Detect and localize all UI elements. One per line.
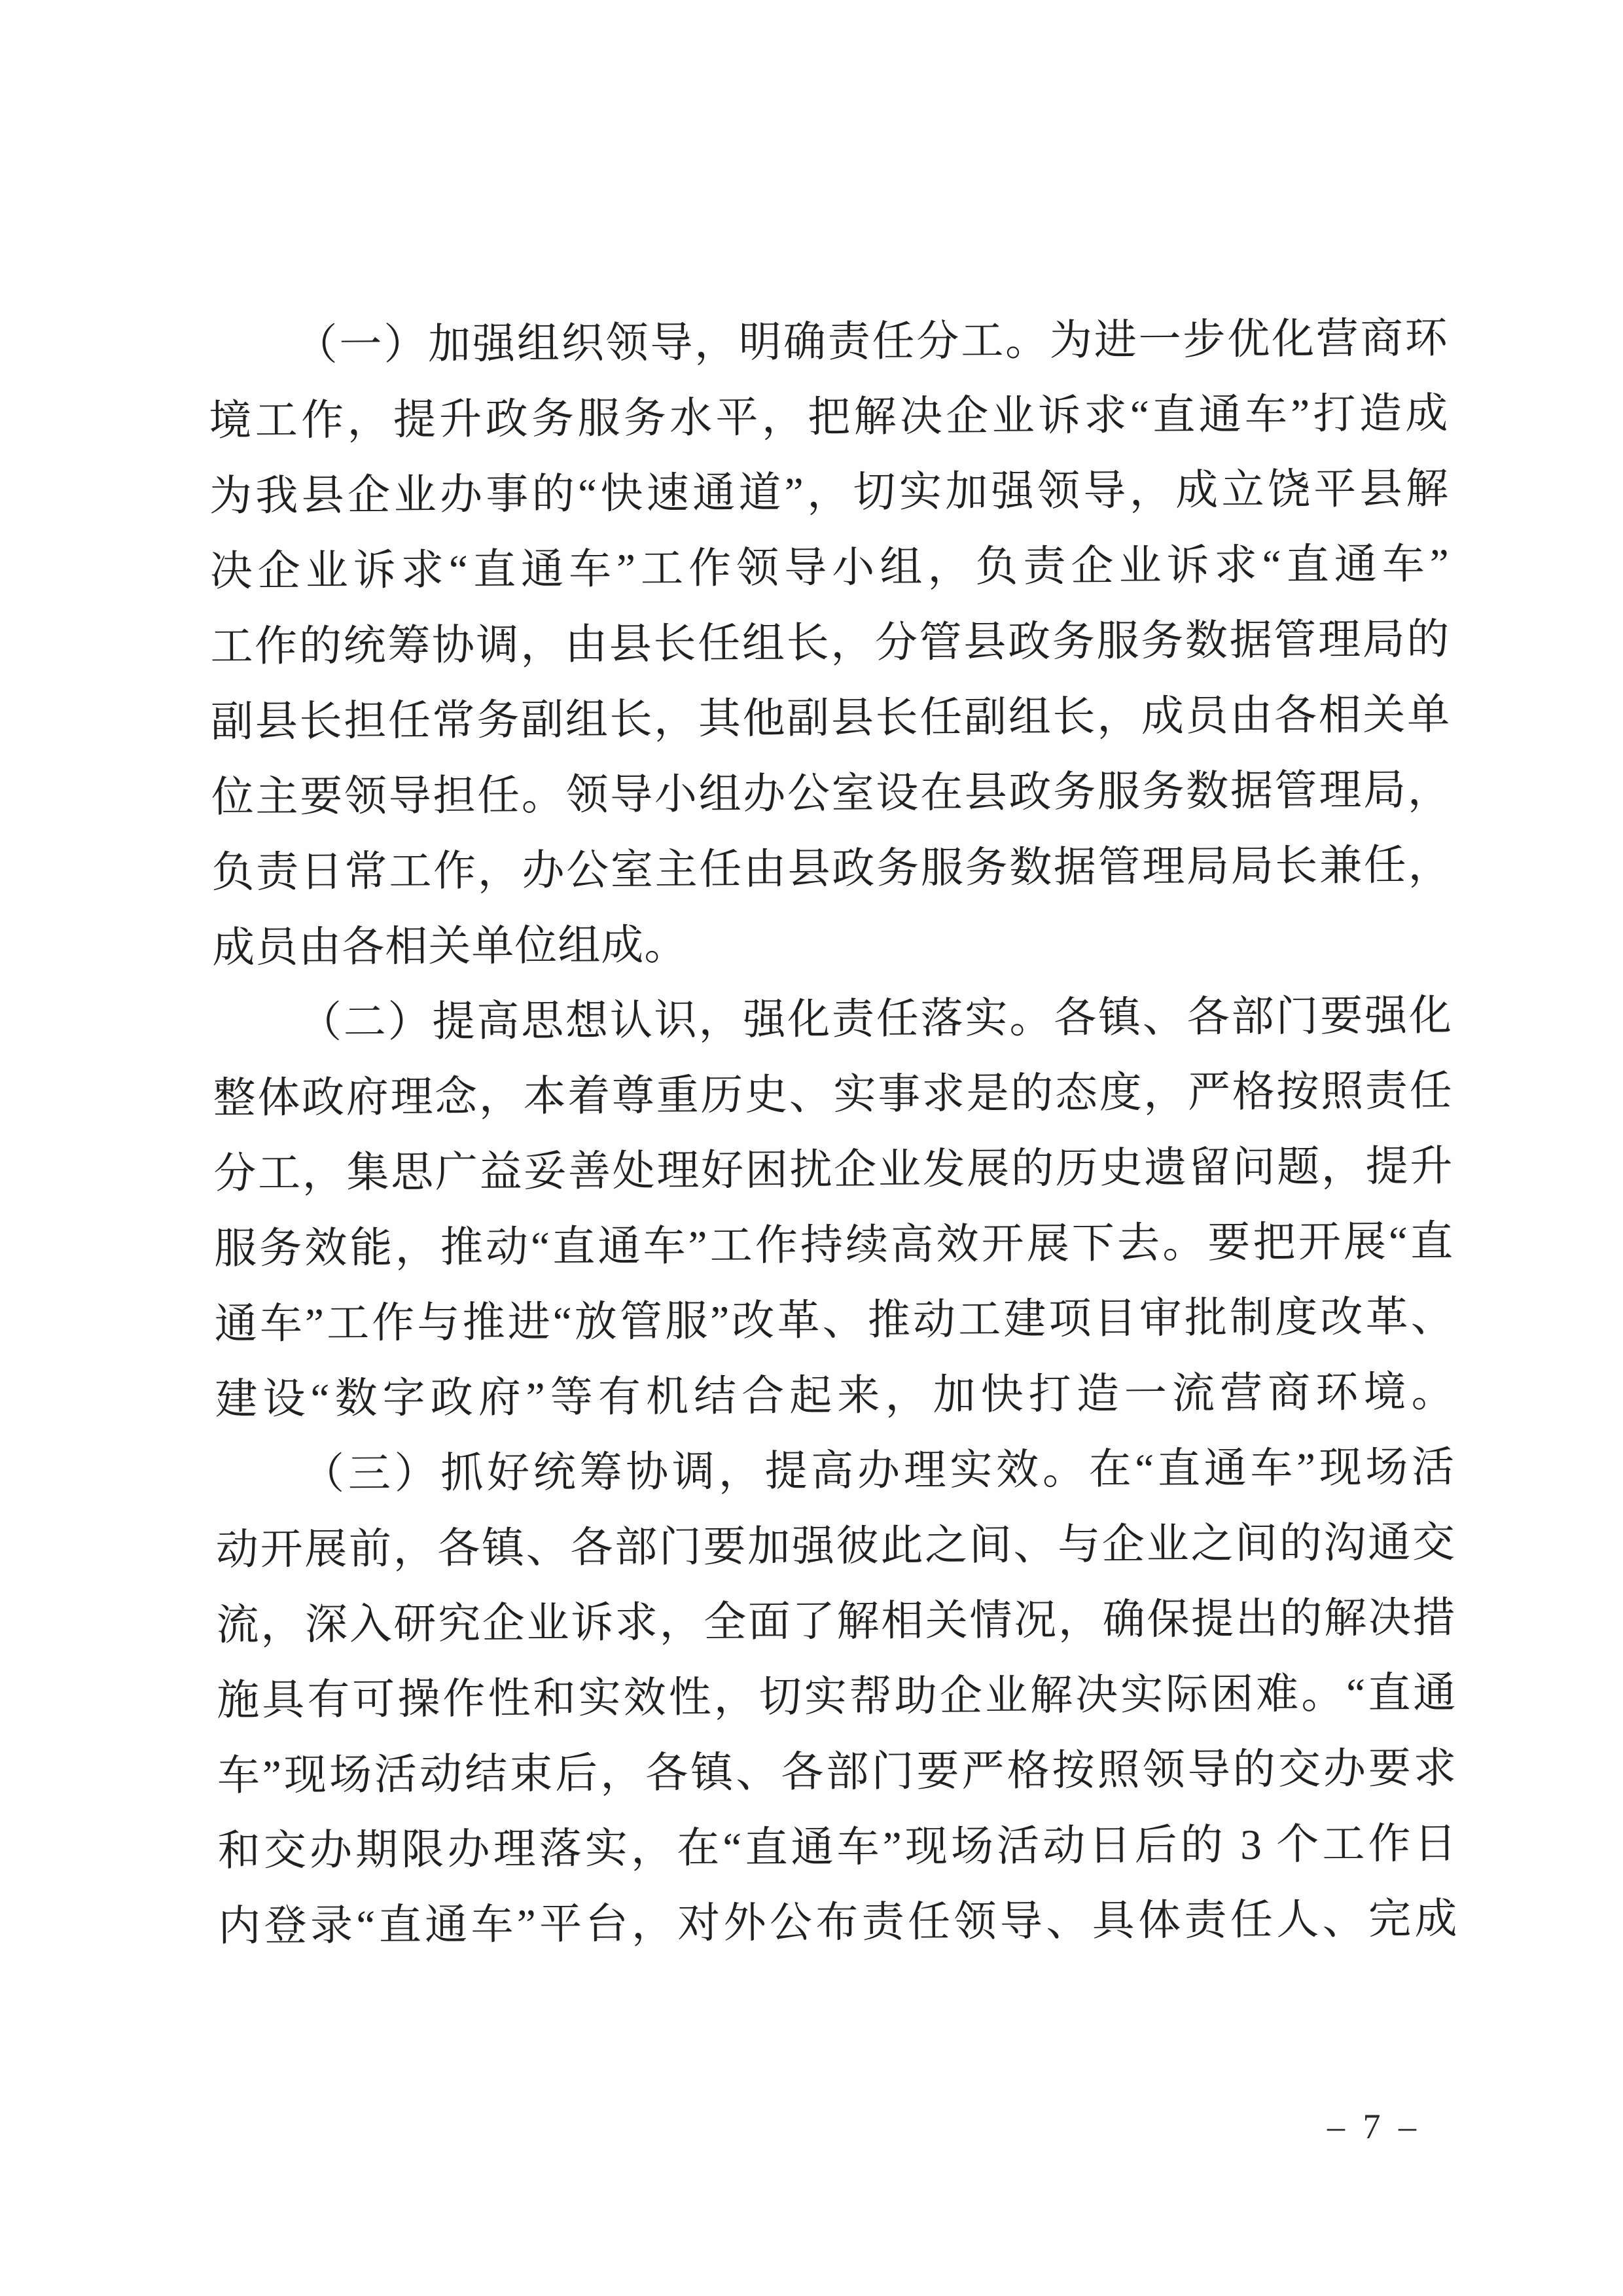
text-line: 工作的统筹协调，由县长任组长，分管县政务服务数据管理局的 xyxy=(210,616,1450,671)
text-line: 动开展前，各镇、各部门要加强彼此之间、与企业之间的沟通交 xyxy=(215,1519,1456,1574)
text-line: 决企业诉求“直通车”工作领导小组，负责企业诉求“直通车” xyxy=(209,541,1450,596)
text-line: 施具有可操作性和实效性，切实帮助企业解决实际困难。“直通 xyxy=(217,1670,1457,1725)
text-line: 通车”工作与推进“放管服”改革、推动工建项目审批制度改革、 xyxy=(214,1293,1454,1348)
text-line: 服务效能，推动“直通车”工作持续高效开展下去。要把开展“直 xyxy=(213,1218,1454,1273)
document-body xyxy=(208,301,1457,1965)
text-line: 和交办期限办理落实，在“直通车”现场活动日后的 3 个工作日 xyxy=(217,1820,1457,1875)
text-line: （二）提高思想认识，强化责任落实。各镇、各部门要强化 xyxy=(298,992,1453,1047)
text-line: 负责日常工作，办公室主任由县政务服务数据管理局局长兼任， xyxy=(211,842,1452,897)
page-number: – 7 – xyxy=(1327,2107,1421,2146)
text-line: 分工，集思广益妥善处理好困扰企业发展的历史遗留问题，提升 xyxy=(213,1143,1454,1198)
text-line: 成员由各相关单位组成。 xyxy=(212,922,688,972)
text-line: 为我县企业办事的“快速通道”，切实加强领导，成立饶平县解 xyxy=(209,465,1450,520)
text-line: 车”现场活动结束后，各镇、各部门要严格按照领导的交办要求 xyxy=(217,1745,1457,1800)
text-line: 整体政府理念，本着尊重历史、实事求是的态度，严格按照责任 xyxy=(213,1067,1453,1122)
text-line: 建设“数字政府”等有机结合起来，加快打造一流营商环境。 xyxy=(215,1369,1455,1424)
text-line: （一）加强组织领导，明确责任分工。为进一步优化营商环 xyxy=(294,315,1448,370)
text-line: 位主要领导担任。领导小组办公室设在县政务服务数据管理局， xyxy=(211,766,1452,821)
text-line: （三）抓好统筹协调，提高办理实效。在“直通车”现场活 xyxy=(301,1444,1455,1498)
text-line: 流，深入研究企业诉求，全面了解相关情况，确保提出的解决措 xyxy=(216,1594,1456,1649)
text-line: 内登录“直通车”平台，对外公布责任领导、具体责任人、完成 xyxy=(218,1895,1458,1950)
text-line: 境工作，提升政务服务水平，把解决企业诉求“直通车”打造成 xyxy=(209,390,1449,445)
text-line: 副县长担任常务副组长，其他副县长任副组长，成员由各相关单 xyxy=(210,691,1451,746)
